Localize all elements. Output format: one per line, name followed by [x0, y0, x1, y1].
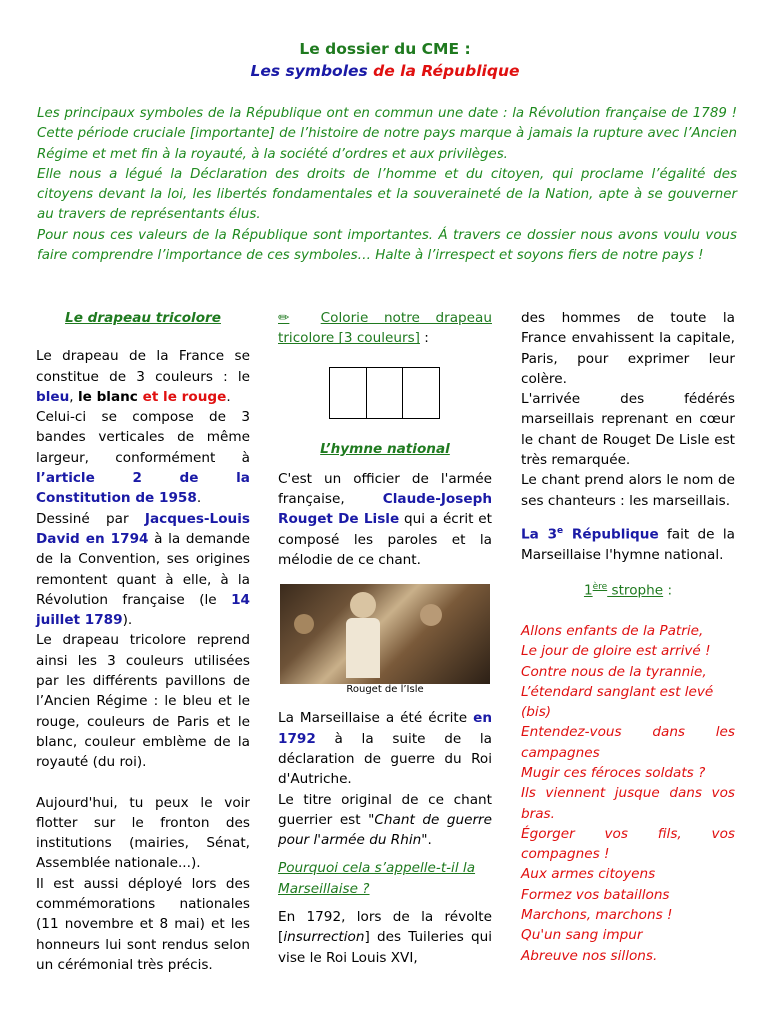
flag-history-paragraph: Le drapeau tricolore reprend ainsi les 3 couleurs utilisées par les différents pavillons de l’Ancien Régime : le bleu et le rouge, couleurs de Paris et le blanc, couleur emblème de la royauté (du roi). [36, 632, 250, 771]
name-origin-paragraph: Le chant prend alors le nom de ses chanteurs : les marseillais. [521, 472, 735, 509]
paris-paragraph: des hommes de toute la France envahissent la capitale, Paris, pour exprimer leur colère. [521, 310, 735, 387]
text-run: ère [592, 582, 608, 593]
republic-paragraph [521, 521, 735, 565]
lyric-line: Contre nous de la tyrannie, [521, 663, 707, 680]
hymn-date-paragraph [278, 708, 492, 789]
dossier-title: Le dossier du CME : [299, 40, 471, 58]
text-run: strophe [607, 582, 664, 599]
text-run: 1 [583, 582, 593, 599]
subtitle-part-republic: de la République [373, 62, 520, 80]
flag-bands-paragraph [36, 407, 250, 508]
text-run: qui a écrit et composé les paroles et la mélodie de ce chant. [278, 511, 492, 569]
text-run: Le titre original de ce chant guerrier est [278, 791, 492, 828]
text-run: , [69, 388, 78, 405]
lyric-line: Formez vos bataillons [521, 886, 670, 903]
anthem-lyrics [521, 621, 735, 966]
lyric-line: Ils viennent jusque dans vos bras. [521, 785, 735, 822]
text-run: . [196, 490, 202, 507]
designer-name: Jacques-Louis David en 1794 [36, 510, 250, 547]
flag-origin-paragraph [36, 509, 250, 631]
text-run: : [663, 582, 673, 599]
author-name: Claude-Joseph Rouget De Lisle [278, 491, 492, 528]
hymn-year: en 1792 [278, 710, 492, 747]
text-run: . [427, 832, 432, 849]
flag-band-middle[interactable] [366, 367, 404, 419]
text-run: Dessiné par [36, 510, 145, 527]
text-run: à la suite de la déclaration de guerre du Roi d'Autriche. [278, 730, 492, 788]
lyric-line: Qu'un sang impur [521, 927, 643, 944]
color-blue-word: bleu [36, 388, 70, 405]
anthem-column [521, 308, 735, 966]
text-run: La Marseillaise a été écrite [278, 710, 474, 727]
flag-coloring-box[interactable] [330, 367, 440, 419]
pencil-icon: ✏ [278, 310, 290, 326]
flag-column [36, 308, 250, 975]
revolt-paragraph [278, 907, 492, 968]
text-run: C'est un officier de l'armée française, [278, 470, 492, 508]
lyric-line: Mugir ces féroces soldats ? [521, 765, 706, 781]
lyric-line: Allons enfants de la Patrie, [521, 622, 704, 639]
federes-paragraph: L'arrivée des fédérés marseillais reprenant en cœur le chant de Rouget De Lisle est très remarquée. [521, 391, 735, 469]
hymn-heading: L’hymne national [320, 440, 450, 457]
text-run: ). [122, 612, 133, 629]
intro-paragraph: Les principaux symboles de la République ont en commun une date : la Révolution française de 1789 ! Cette période cruciale [importante] de l’histoire de notre pays marque à jamais la rupture avec l’Ancien Régime et met fin à la royauté, à la société d’ordres et aux privilèges. [37, 106, 737, 162]
lyric-line: Entendez-vous dans les campagnes [521, 724, 735, 761]
subtitle-part-symbols: Les symboles [250, 62, 368, 80]
text-run: Le drapeau de la France se constitue de 3 couleurs : le [36, 348, 250, 385]
intro-text [37, 104, 737, 266]
flag-today-paragraph: Aujourd'hui, tu peux le voir flotter sur le fronton des institutions (mairies, Sénat, Assemblée nationale...). [36, 794, 250, 872]
flag-colors-paragraph [36, 346, 250, 407]
text-run: En 1792, lors de la révolte [ [278, 909, 492, 946]
lyric-line: Abreuve nos sillons. [521, 947, 658, 964]
text-run: La 3 [521, 526, 558, 543]
strophe-heading [521, 577, 735, 601]
marseillaise-question: Pourquoi cela s’appelle-t-il la Marseillaise ? [278, 860, 476, 897]
flag-band-right[interactable] [402, 367, 440, 419]
lyric-line: Le jour de gloire est arrivé ! [521, 643, 711, 660]
hymn-author-paragraph [278, 469, 492, 570]
lyric-line: Égorger vos fils, vos compagnes ! [521, 825, 735, 863]
constitution-article: l’article 2 de la Constitution de 1958 [36, 470, 250, 507]
lyric-line: Aux armes citoyens [521, 866, 656, 883]
lyric-line: Marchons, marchons ! [521, 907, 673, 924]
rouget-painting-image [280, 584, 490, 684]
revolution-date: 14 juillet 1789 [36, 591, 250, 629]
hymn-column [278, 308, 492, 968]
text-run: fait de la Marseillaise l'hymne national. [521, 526, 735, 563]
coloring-label: Colorie notre drapeau tricolore [3 couleurs] [278, 310, 492, 347]
text-run: : [419, 330, 429, 347]
flag-ceremony-paragraph: Il est aussi déployé lors des commémorations nationales (11 novembre et 8 mai) et les honneurs lui sont rendus selon un cérémonial très précis. [36, 875, 250, 973]
original-title: "Chant de guerre pour l'armée du Rhin" [278, 811, 492, 849]
dossier-subtitle [0, 60, 770, 82]
intro-paragraph: Pour nous ces valeurs de la République sont importantes. Á travers ce dossier nous avons voulu vous faire comprendre l’importance de ces symboles… Halte à l’irrespect et soyons fiers de notre pays ! [37, 227, 737, 264]
painting-caption: Rouget de l’Isle [346, 684, 424, 696]
hymn-title-paragraph [278, 790, 492, 851]
color-white-word: le blanc [77, 388, 138, 405]
flag-band-left[interactable] [329, 367, 367, 419]
insurrection-word: insurrection [283, 929, 365, 946]
intro-paragraph: Elle nous a légué la Déclaration des droits de l’homme et du citoyen, qui proclame l’égalité des citoyens devant la loi, les libertés fondamentales et la souveraineté de la Nation, apte à se gouverner au travers de représentants élus. [37, 166, 737, 223]
text-run: à la demande de la Convention, ses origines remontent quant à elle, à la Révolution française (le [36, 530, 250, 608]
text-run: . [226, 388, 231, 405]
coloring-instruction [278, 308, 492, 349]
flag-heading: Le drapeau tricolore [65, 310, 221, 326]
text-run: ] des Tuileries qui vise le Roi Louis XVI, [278, 929, 492, 966]
text-run: e [557, 525, 564, 536]
color-red-word: et le rouge [137, 388, 227, 405]
text-run: Celui-ci se compose de 3 bandes verticales de même largeur, conformément à [36, 409, 250, 466]
lyric-line: L’étendard sanglant est levé (bis) [521, 683, 714, 721]
text-run: République [563, 526, 659, 543]
